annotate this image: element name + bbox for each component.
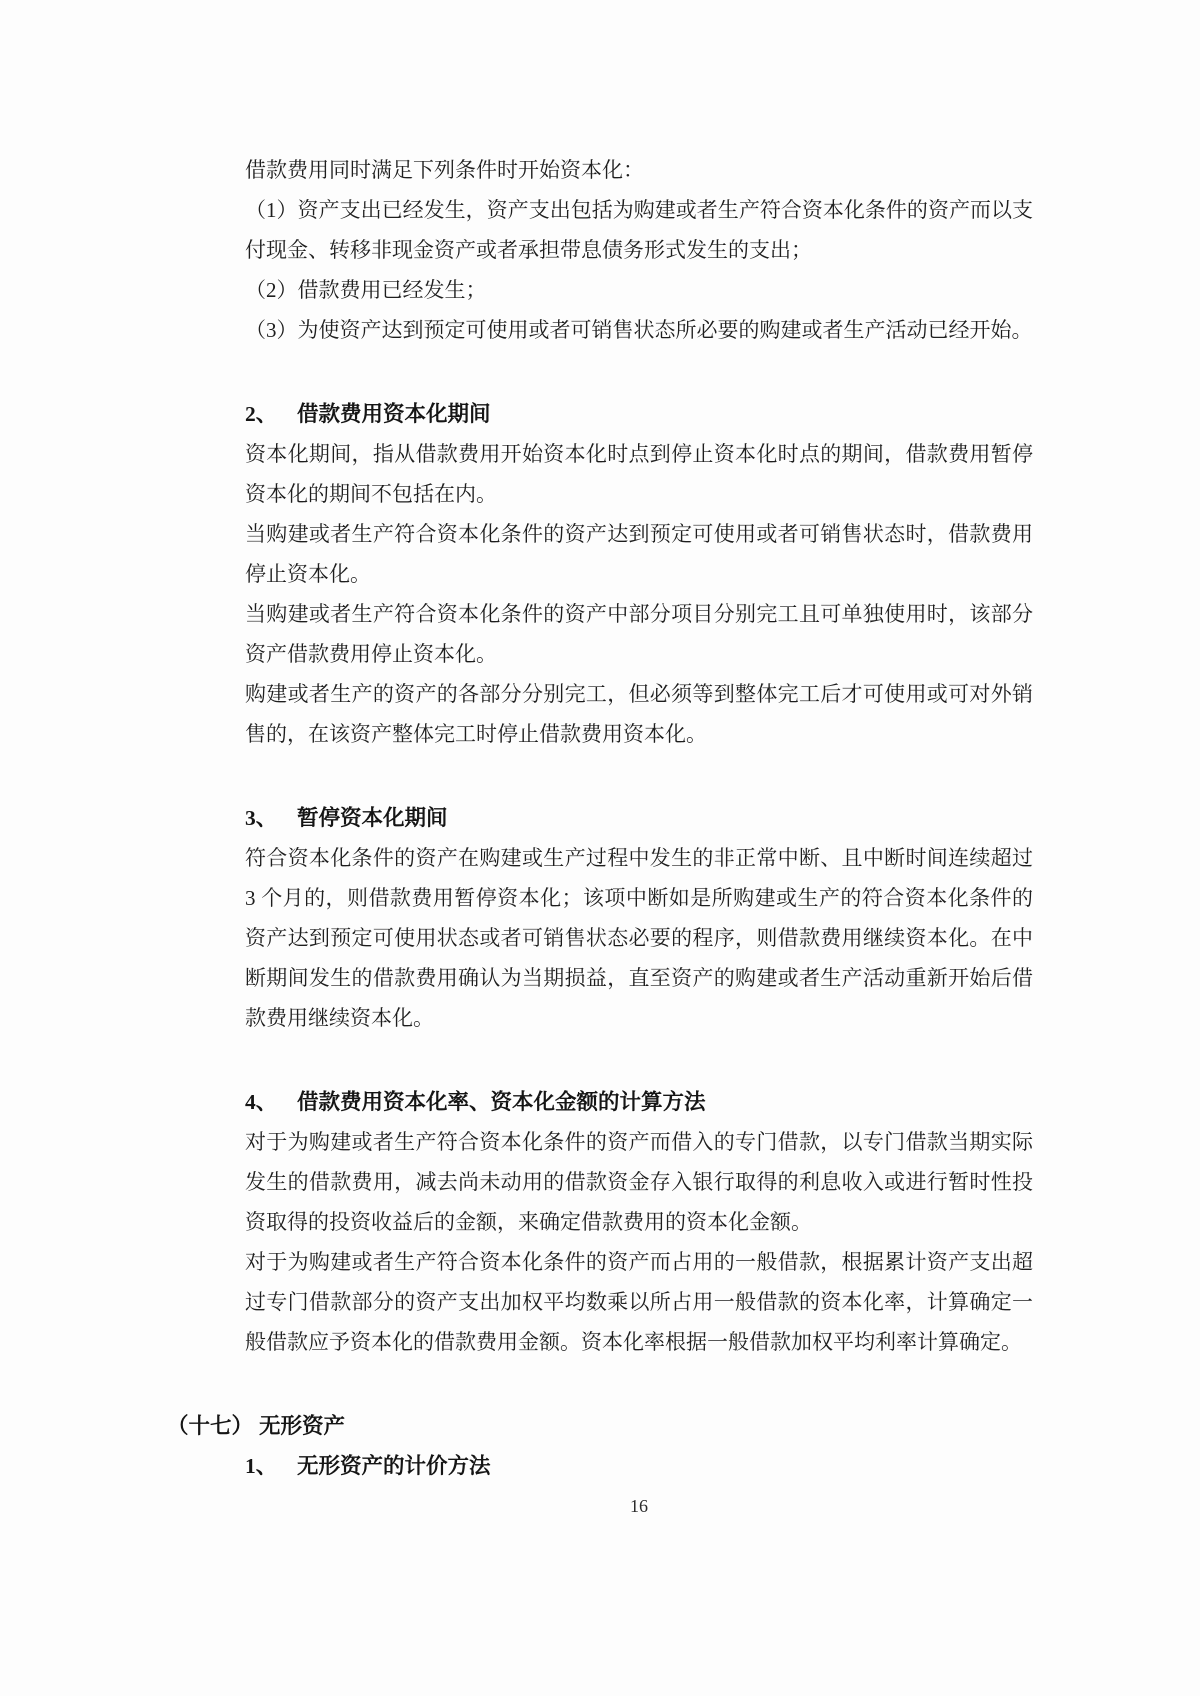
intro-item-1: （1）资产支出已经发生，资产支出包括为购建或者生产符合资本化条件的资产而以支付现金、转移非现金资产或者承担带息债务形式发生的支出； [245, 198, 1033, 262]
body-paragraph: 对于为购建或者生产符合资本化条件的资产而占用的一般借款，根据累计资产支出超过专门借款部分的资产支出加权平均数乘以所占用一般借款的资本化率，计算确定一般借款应予资本化的借款费用金额。资本化率根据一般借款加权平均利率计算确定。 [245, 1250, 1033, 1354]
section-heading [245, 394, 1033, 434]
subsection-number: 1、 [245, 1454, 278, 1478]
section-capitalization-rate [245, 1082, 1033, 1362]
body-paragraph: 对于为购建或者生产符合资本化条件的资产而借入的专门借款，以专门借款当期实际发生的借款费用，减去尚未动用的借款资金存入银行取得的利息收入或进行暂时性投资取得的投资收益后的金额，来确定借款费用的资本化金额。 [245, 1130, 1033, 1234]
section-number: 2、 [245, 402, 278, 426]
section-title: 借款费用资本化期间 [297, 402, 491, 426]
section-title: 借款费用资本化率、资本化金额的计算方法 [297, 1090, 706, 1114]
page-number: 16 [630, 1496, 648, 1516]
section-heading [245, 798, 1033, 838]
intro-lead: 借款费用同时满足下列条件时开始资本化： [245, 158, 644, 182]
section-number: 4、 [245, 1090, 278, 1114]
section-heading [245, 1082, 1033, 1122]
body-paragraph: 当购建或者生产符合资本化条件的资产达到预定可使用或者可销售状态时，借款费用停止资本化。 [245, 522, 1033, 586]
chapter-title: 无形资产 [259, 1414, 346, 1438]
body-paragraph: 当购建或者生产符合资本化条件的资产中部分项目分别完工且可单独使用时，该部分资产借款费用停止资本化。 [245, 602, 1033, 666]
body-paragraph: 购建或者生产的资产的各部分分别完工，但必须等到整体完工后才可使用或可对外销售的，在该资产整体完工时停止借款费用资本化。 [245, 682, 1033, 746]
chapter-label: （十七） [167, 1414, 254, 1438]
subsection-heading-valuation-method [245, 1446, 1033, 1486]
document-content [167, 0, 1033, 1526]
intro-item-3: （3）为使资产达到预定可使用或者可销售状态所必要的购建或者生产活动已经开始。 [245, 318, 1033, 342]
section-suspension-period [245, 798, 1033, 1038]
section-title: 暂停资本化期间 [297, 806, 448, 830]
section-capitalization-period [245, 394, 1033, 754]
section-number: 3、 [245, 806, 278, 830]
subsection-title: 无形资产的计价方法 [297, 1454, 491, 1478]
body-paragraph: 资本化期间，指从借款费用开始资本化时点到停止资本化时点的期间，借款费用暂停资本化的期间不包括在内。 [245, 442, 1033, 506]
body-paragraph: 符合资本化条件的资产在购建或生产过程中发生的非正常中断、且中断时间连续超过 3 个月的，则借款费用暂停资本化；该项中断如是所购建或生产的符合资本化条件的资产达到预定可使用状态或者可销售状态必要的程序，则借款费用继续资本化。在中断期间发生的借款费用确认为当期损益，直至资产的购建或者生产活动重新开始后借款费用继续资本化。 [245, 846, 1033, 1030]
intro-item-2: （2）借款费用已经发生； [245, 278, 487, 302]
chapter-heading-intangible-assets [167, 1406, 1033, 1446]
